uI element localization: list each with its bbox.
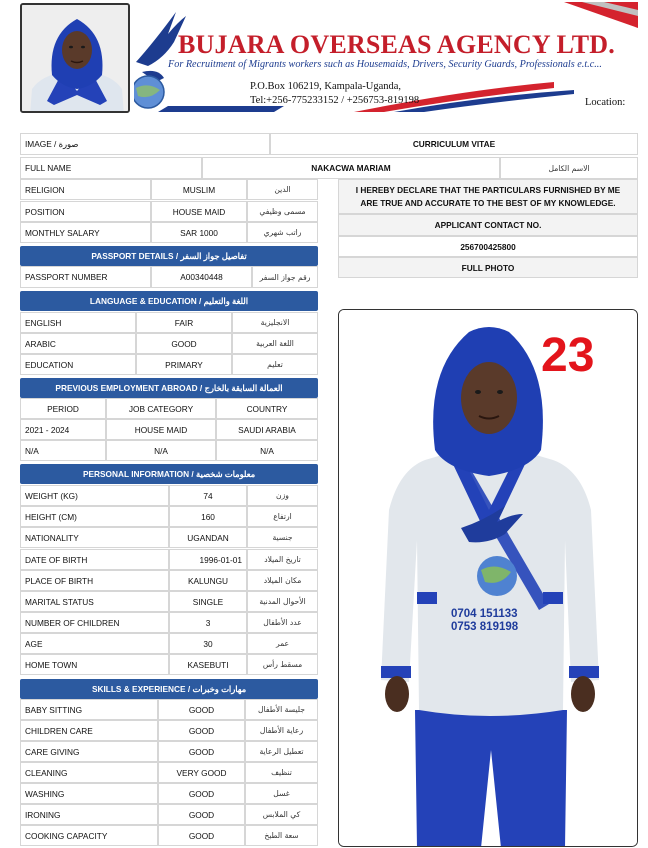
salary-value: SAR 1000: [151, 222, 247, 243]
care-giving-label: CARE GIVING: [20, 741, 158, 762]
cleaning-arabic: تنظيف: [245, 762, 318, 783]
arabic-value: GOOD: [136, 333, 232, 354]
cooking-value: GOOD: [158, 825, 245, 846]
marital-arabic: الأحوال المدنية: [247, 591, 318, 612]
education-value: PRIMARY: [136, 354, 232, 375]
employment-header-job: JOB CATEGORY: [106, 398, 216, 419]
religion-arabic: الدين: [247, 179, 318, 200]
age-label: AGE: [20, 633, 169, 654]
nationality-label: NATIONALITY: [20, 527, 169, 548]
washing-arabic: غسل: [245, 783, 318, 804]
dob-value: 1996-01-01: [169, 549, 247, 570]
full-body-photo: [338, 309, 638, 847]
cleaning-value: VERY GOOD: [158, 762, 245, 783]
shirt-phone-2: 0753 819198: [451, 621, 519, 633]
employment-row-country: SAUDI ARABIA: [216, 419, 318, 440]
height-value: 160: [169, 506, 247, 527]
ironing-label: IRONING: [20, 804, 158, 825]
employment-header-country: COUNTRY: [216, 398, 318, 419]
position-arabic: مسمى وظيفي: [247, 201, 318, 222]
babysitting-arabic: جليسة الأطفال: [245, 699, 318, 720]
declaration-text: I HEREBY DECLARE THAT THE PARTICULARS FURNISHED BY ME ARE TRUE AND ACCURATE TO THE BEST OF MY KNOWLEDGE.: [338, 179, 638, 214]
contact-number: 256700425800: [338, 236, 638, 257]
passport-number-arabic: رقم جواز السفر: [252, 266, 318, 288]
image-label: IMAGE / صورة: [20, 133, 270, 155]
english-arabic: الانجليزية: [232, 312, 318, 333]
employment-row-job: HOUSE MAID: [106, 419, 216, 440]
salary-arabic: راتب شهري: [247, 222, 318, 243]
hometown-label: HOME TOWN: [20, 654, 169, 675]
passport-number-label: PASSPORT NUMBER: [20, 266, 151, 288]
children-count-label: NUMBER OF CHILDREN: [20, 612, 169, 633]
salary-label: MONTHLY SALARY: [20, 222, 151, 243]
pob-label: PLACE OF BIRTH: [20, 570, 169, 591]
employment-row-period: 2021 - 2024: [20, 419, 106, 440]
passport-section-header: PASSPORT DETAILS / تفاصيل جواز السفر: [20, 246, 318, 266]
pob-arabic: مكان الميلاد: [247, 570, 318, 591]
weight-arabic: وزن: [247, 485, 318, 506]
marital-value: SINGLE: [169, 591, 247, 612]
position-label: POSITION: [20, 201, 151, 222]
full-name-arabic: الاسم الكامل: [500, 157, 638, 179]
agency-name: BUJARA OVERSEAS AGENCY LTD.: [178, 30, 615, 59]
employment-row-job: N/A: [106, 440, 216, 461]
passport-photo-illustration: [22, 5, 130, 113]
care-giving-value: GOOD: [158, 741, 245, 762]
full-body-illustration: [339, 310, 638, 847]
children-count-arabic: عدد الأطفال: [247, 612, 318, 633]
babysitting-value: GOOD: [158, 699, 245, 720]
religion-label: RELIGION: [20, 179, 151, 200]
marital-label: MARITAL STATUS: [20, 591, 169, 612]
skills-section-header: SKILLS & EXPERIENCE / مهارات وخبرات: [20, 679, 318, 699]
religion-value: MUSLIM: [151, 179, 247, 200]
cooking-label: COOKING CAPACITY: [20, 825, 158, 846]
agency-location-label: Location:: [585, 97, 626, 108]
cv-title: CURRICULUM VITAE: [270, 133, 638, 155]
agency-address: P.O.Box 106219, Kampala-Uganda,: [250, 81, 402, 92]
cleaning-label: CLEANING: [20, 762, 158, 783]
employment-row-period: N/A: [20, 440, 106, 461]
full-photo-label: FULL PHOTO: [338, 257, 638, 278]
education-arabic: تعليم: [232, 354, 318, 375]
age-arabic: عمر: [247, 633, 318, 654]
hometown-value: KASEBUTI: [169, 654, 247, 675]
employment-header-period: PERIOD: [20, 398, 106, 419]
education-label: EDUCATION: [20, 354, 136, 375]
care-giving-arabic: تعطيل الرعاية: [245, 741, 318, 762]
arabic-arabic: اللغة العربية: [232, 333, 318, 354]
height-arabic: ارتفاع: [247, 506, 318, 527]
weight-value: 74: [169, 485, 247, 506]
nationality-arabic: جنسية: [247, 527, 318, 548]
children-care-value: GOOD: [158, 720, 245, 741]
position-value: HOUSE MAID: [151, 201, 247, 222]
children-care-arabic: رعاية الأطفال: [245, 720, 318, 741]
weight-label: WEIGHT (KG): [20, 485, 169, 506]
agency-tagline: For Recruitment of Migrants workers such as Housemaids, Drivers, Security Guards, Professionals e.t.c...: [168, 59, 602, 70]
washing-label: WASHING: [20, 783, 158, 804]
language-section-header: LANGUAGE & EDUCATION / اللغة والتعليم: [20, 291, 318, 311]
candidate-number: 23: [541, 329, 595, 382]
children-count-value: 3: [169, 612, 247, 633]
personal-section-header: PERSONAL INFORMATION / معلومات شخصية: [20, 464, 318, 484]
ironing-value: GOOD: [158, 804, 245, 825]
pob-value: KALUNGU: [169, 570, 247, 591]
babysitting-label: BABY SITTING: [20, 699, 158, 720]
arabic-label: ARABIC: [20, 333, 136, 354]
passport-photo: [20, 3, 130, 113]
employment-row-country: N/A: [216, 440, 318, 461]
agency-banner: [134, 2, 638, 112]
ironing-arabic: كي الملابس: [245, 804, 318, 825]
dob-arabic: تاريخ الميلاد: [247, 549, 318, 570]
dob-label: DATE OF BIRTH: [20, 549, 169, 570]
height-label: HEIGHT (CM): [20, 506, 169, 527]
english-label: ENGLISH: [20, 312, 136, 333]
shirt-phone-1: 0704 151133: [451, 608, 518, 620]
contact-label: APPLICANT CONTACT NO.: [338, 214, 638, 236]
agency-telephone: Tel:+256-775233152 / +256753-819198: [250, 95, 420, 106]
age-value: 30: [169, 633, 247, 654]
english-value: FAIR: [136, 312, 232, 333]
hometown-arabic: مسقط رأس: [247, 654, 318, 675]
cooking-arabic: سعة الطبخ: [245, 825, 318, 846]
full-name-label: FULL NAME: [20, 157, 202, 179]
nationality-value: UGANDAN: [169, 527, 247, 548]
passport-number-value: A00340448: [151, 266, 252, 288]
full-name-value: NAKACWA MARIAM: [202, 157, 500, 179]
employment-section-header: PREVIOUS EMPLOYMENT ABROAD / العمالة السابقة بالخارج: [20, 378, 318, 398]
children-care-label: CHILDREN CARE: [20, 720, 158, 741]
washing-value: GOOD: [158, 783, 245, 804]
